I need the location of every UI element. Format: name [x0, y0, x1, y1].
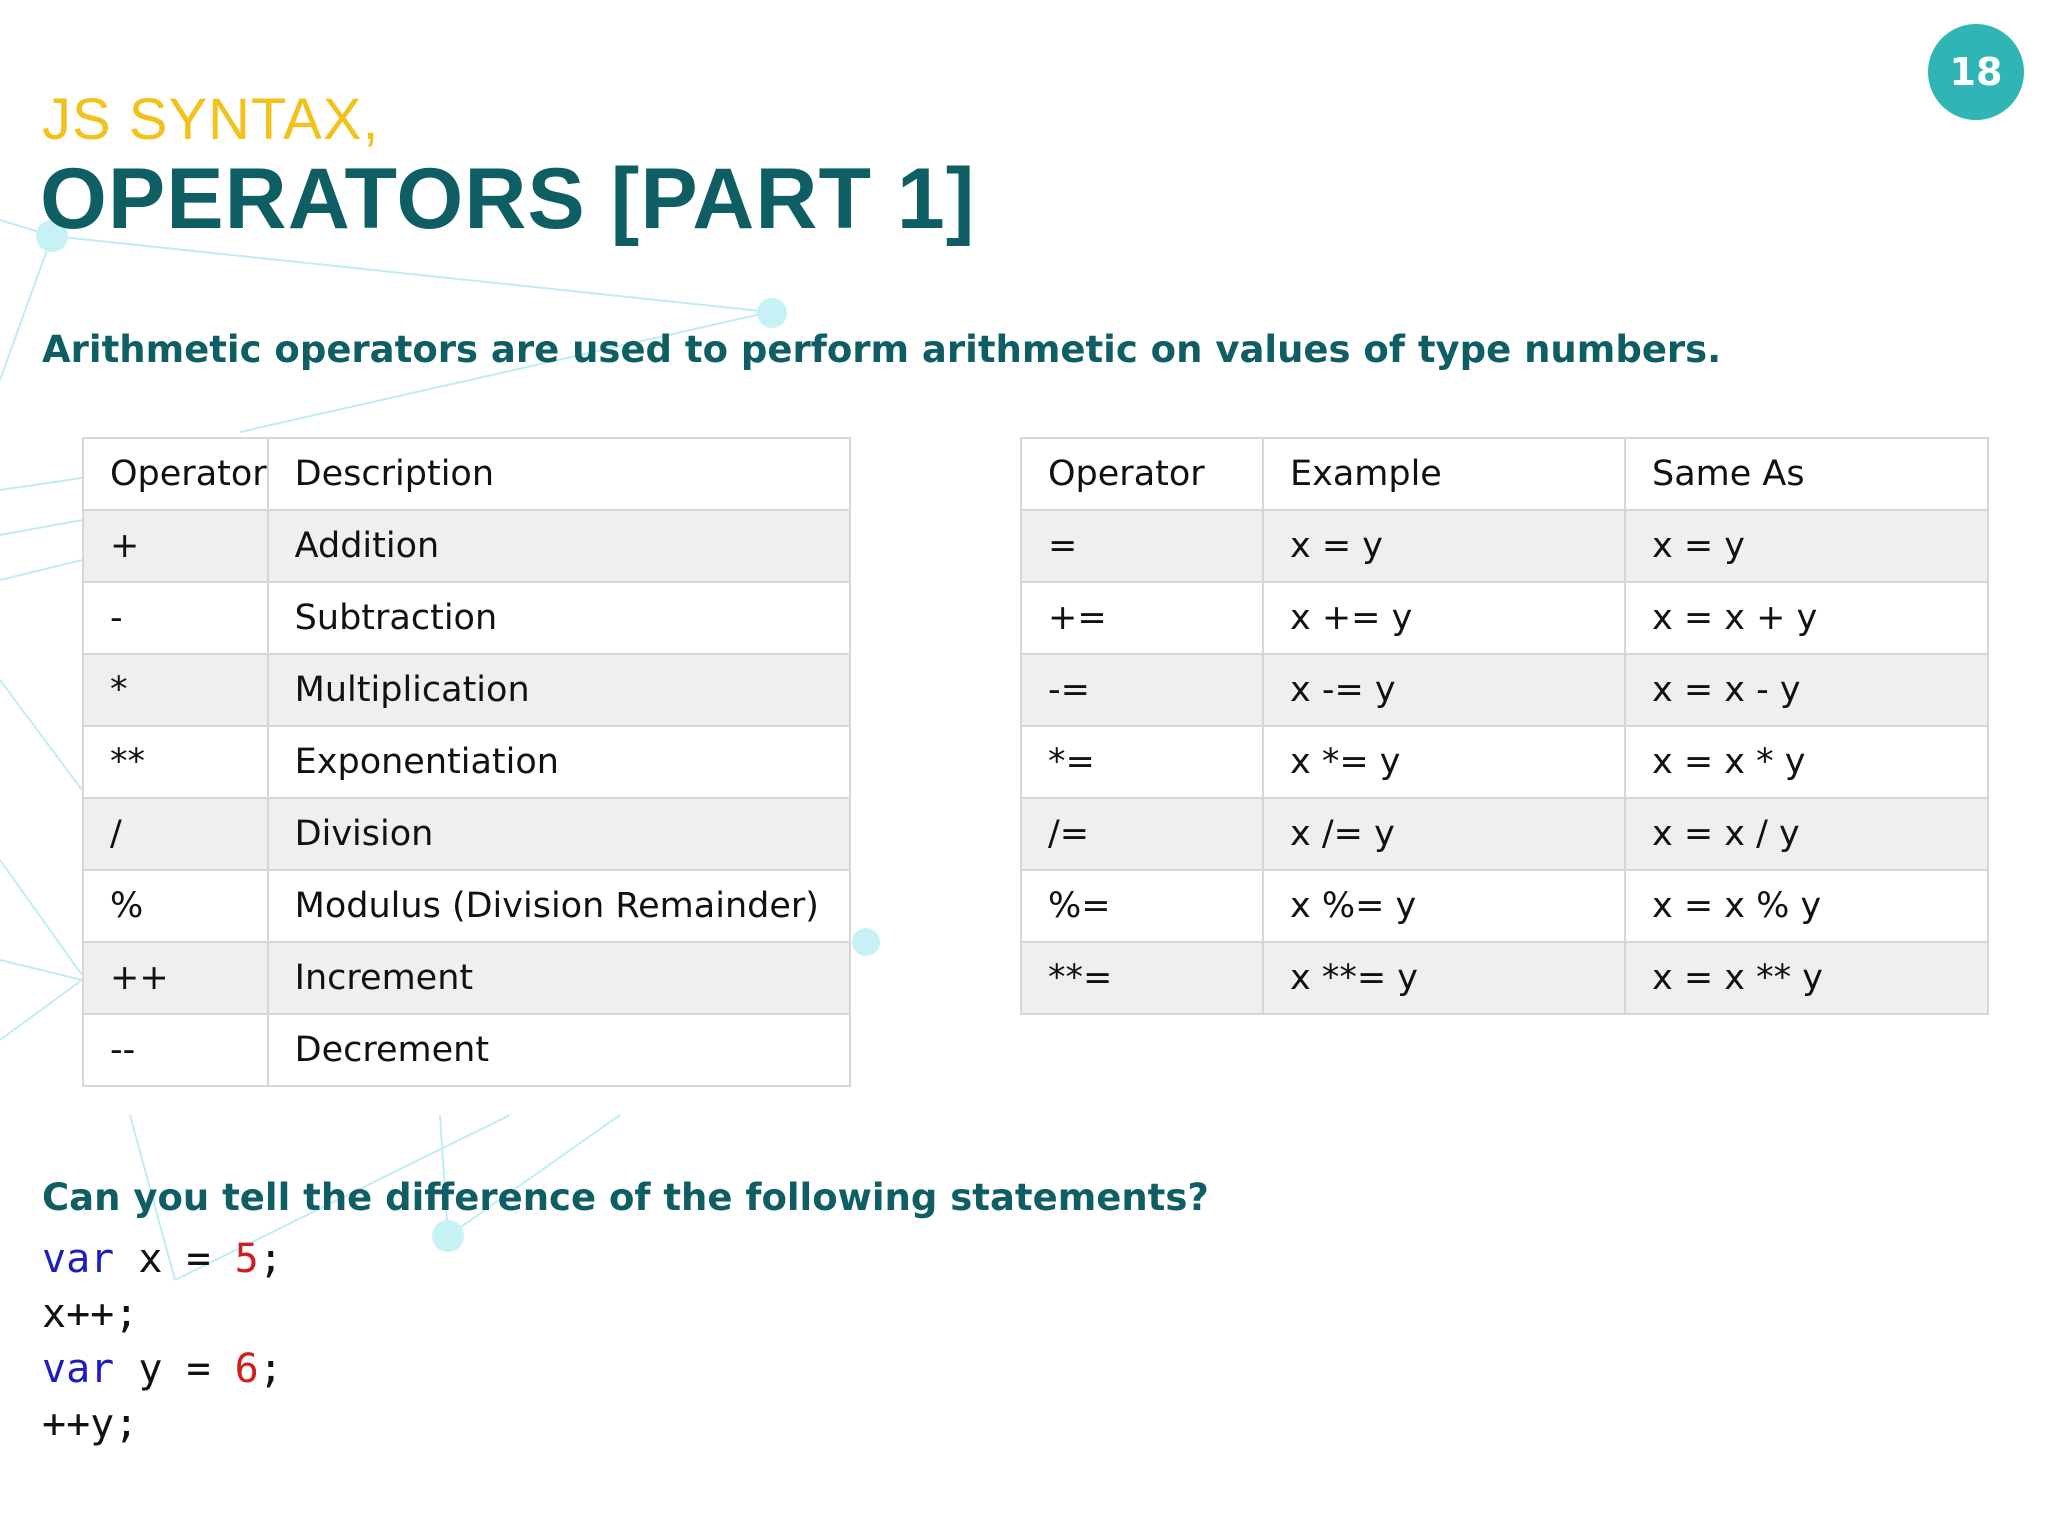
table-row: [83, 510, 850, 582]
table-cell: x **= y: [1263, 942, 1625, 1014]
table-cell: Addition: [268, 510, 850, 582]
table-cell: x *= y: [1263, 726, 1625, 798]
table-header-cell: Same As: [1625, 438, 1988, 510]
table-cell: x = x - y: [1625, 654, 1988, 726]
code-text: x =: [114, 1236, 235, 1282]
table-cell: +: [83, 510, 268, 582]
table-cell: Multiplication: [268, 654, 850, 726]
table-cell: Decrement: [268, 1014, 850, 1086]
table-cell: x -= y: [1263, 654, 1625, 726]
code-line: [42, 1232, 283, 1287]
table-row: [83, 870, 850, 942]
table-row: [83, 942, 850, 1014]
slide-kicker: JS SYNTAX,: [42, 87, 380, 152]
table-cell: x /= y: [1263, 798, 1625, 870]
table-cell: -: [83, 582, 268, 654]
table-cell: Subtraction: [268, 582, 850, 654]
table-header-row: [1021, 438, 1988, 510]
table-cell: **: [83, 726, 268, 798]
table-cell: x = x * y: [1625, 726, 1988, 798]
table-cell: x = x ** y: [1625, 942, 1988, 1014]
table-row: [1021, 654, 1988, 726]
slide-number-badge: [1928, 24, 2024, 120]
table-cell: --: [83, 1014, 268, 1086]
table-row: [1021, 798, 1988, 870]
table-cell: /: [83, 798, 268, 870]
slide-title: OPERATORS [PART 1]: [40, 151, 976, 247]
table-cell: Increment: [268, 942, 850, 1014]
code-keyword: var: [42, 1346, 115, 1392]
table-cell: Modulus (Division Remainder): [268, 870, 850, 942]
arithmetic-operators-table: [82, 437, 851, 1087]
code-keyword: var: [42, 1236, 115, 1282]
code-text: ++y;: [42, 1401, 139, 1447]
slide-subtitle: Arithmetic operators are used to perform arithmetic on values of type numbers.: [42, 328, 1722, 371]
table-cell: %=: [1021, 870, 1263, 942]
code-text: ;: [258, 1236, 283, 1282]
table-header-row: [83, 438, 850, 510]
table-cell: /=: [1021, 798, 1263, 870]
table-row: [83, 654, 850, 726]
table-cell: *: [83, 654, 268, 726]
code-text: x++;: [42, 1291, 139, 1337]
table-cell: Exponentiation: [268, 726, 850, 798]
code-text: y =: [114, 1346, 235, 1392]
question-text: Can you tell the difference of the following statements?: [42, 1176, 1209, 1219]
table-header-cell: Example: [1263, 438, 1625, 510]
table-row: [83, 1014, 850, 1086]
table-row: [1021, 870, 1988, 942]
table-cell: =: [1021, 510, 1263, 582]
table-row: [83, 726, 850, 798]
table-cell: ++: [83, 942, 268, 1014]
table-cell: x = x / y: [1625, 798, 1988, 870]
code-number: 6: [234, 1346, 259, 1392]
slide-number: 18: [1949, 50, 2003, 94]
code-text: ;: [258, 1346, 283, 1392]
code-line: [42, 1287, 283, 1342]
table-cell: x = y: [1263, 510, 1625, 582]
table-header-cell: Operator: [1021, 438, 1263, 510]
table-cell: x = x % y: [1625, 870, 1988, 942]
table-cell: x %= y: [1263, 870, 1625, 942]
table-row: [1021, 726, 1988, 798]
code-line: [42, 1397, 283, 1452]
table-row: [83, 798, 850, 870]
table-cell: x += y: [1263, 582, 1625, 654]
table-cell: Division: [268, 798, 850, 870]
table-row: [1021, 510, 1988, 582]
table-row: [83, 582, 850, 654]
table-cell: x = y: [1625, 510, 1988, 582]
table-header-cell: Operator: [83, 438, 268, 510]
table-cell: *=: [1021, 726, 1263, 798]
code-number: 5: [234, 1236, 259, 1282]
table-cell: %: [83, 870, 268, 942]
table-cell: x = x + y: [1625, 582, 1988, 654]
code-line: [42, 1342, 283, 1397]
table-header-cell: Description: [268, 438, 850, 510]
table-row: [1021, 582, 1988, 654]
table-cell: **=: [1021, 942, 1263, 1014]
table-row: [1021, 942, 1988, 1014]
assignment-operators-table: [1020, 437, 1989, 1015]
code-block: [42, 1232, 283, 1452]
table-cell: +=: [1021, 582, 1263, 654]
table-cell: -=: [1021, 654, 1263, 726]
